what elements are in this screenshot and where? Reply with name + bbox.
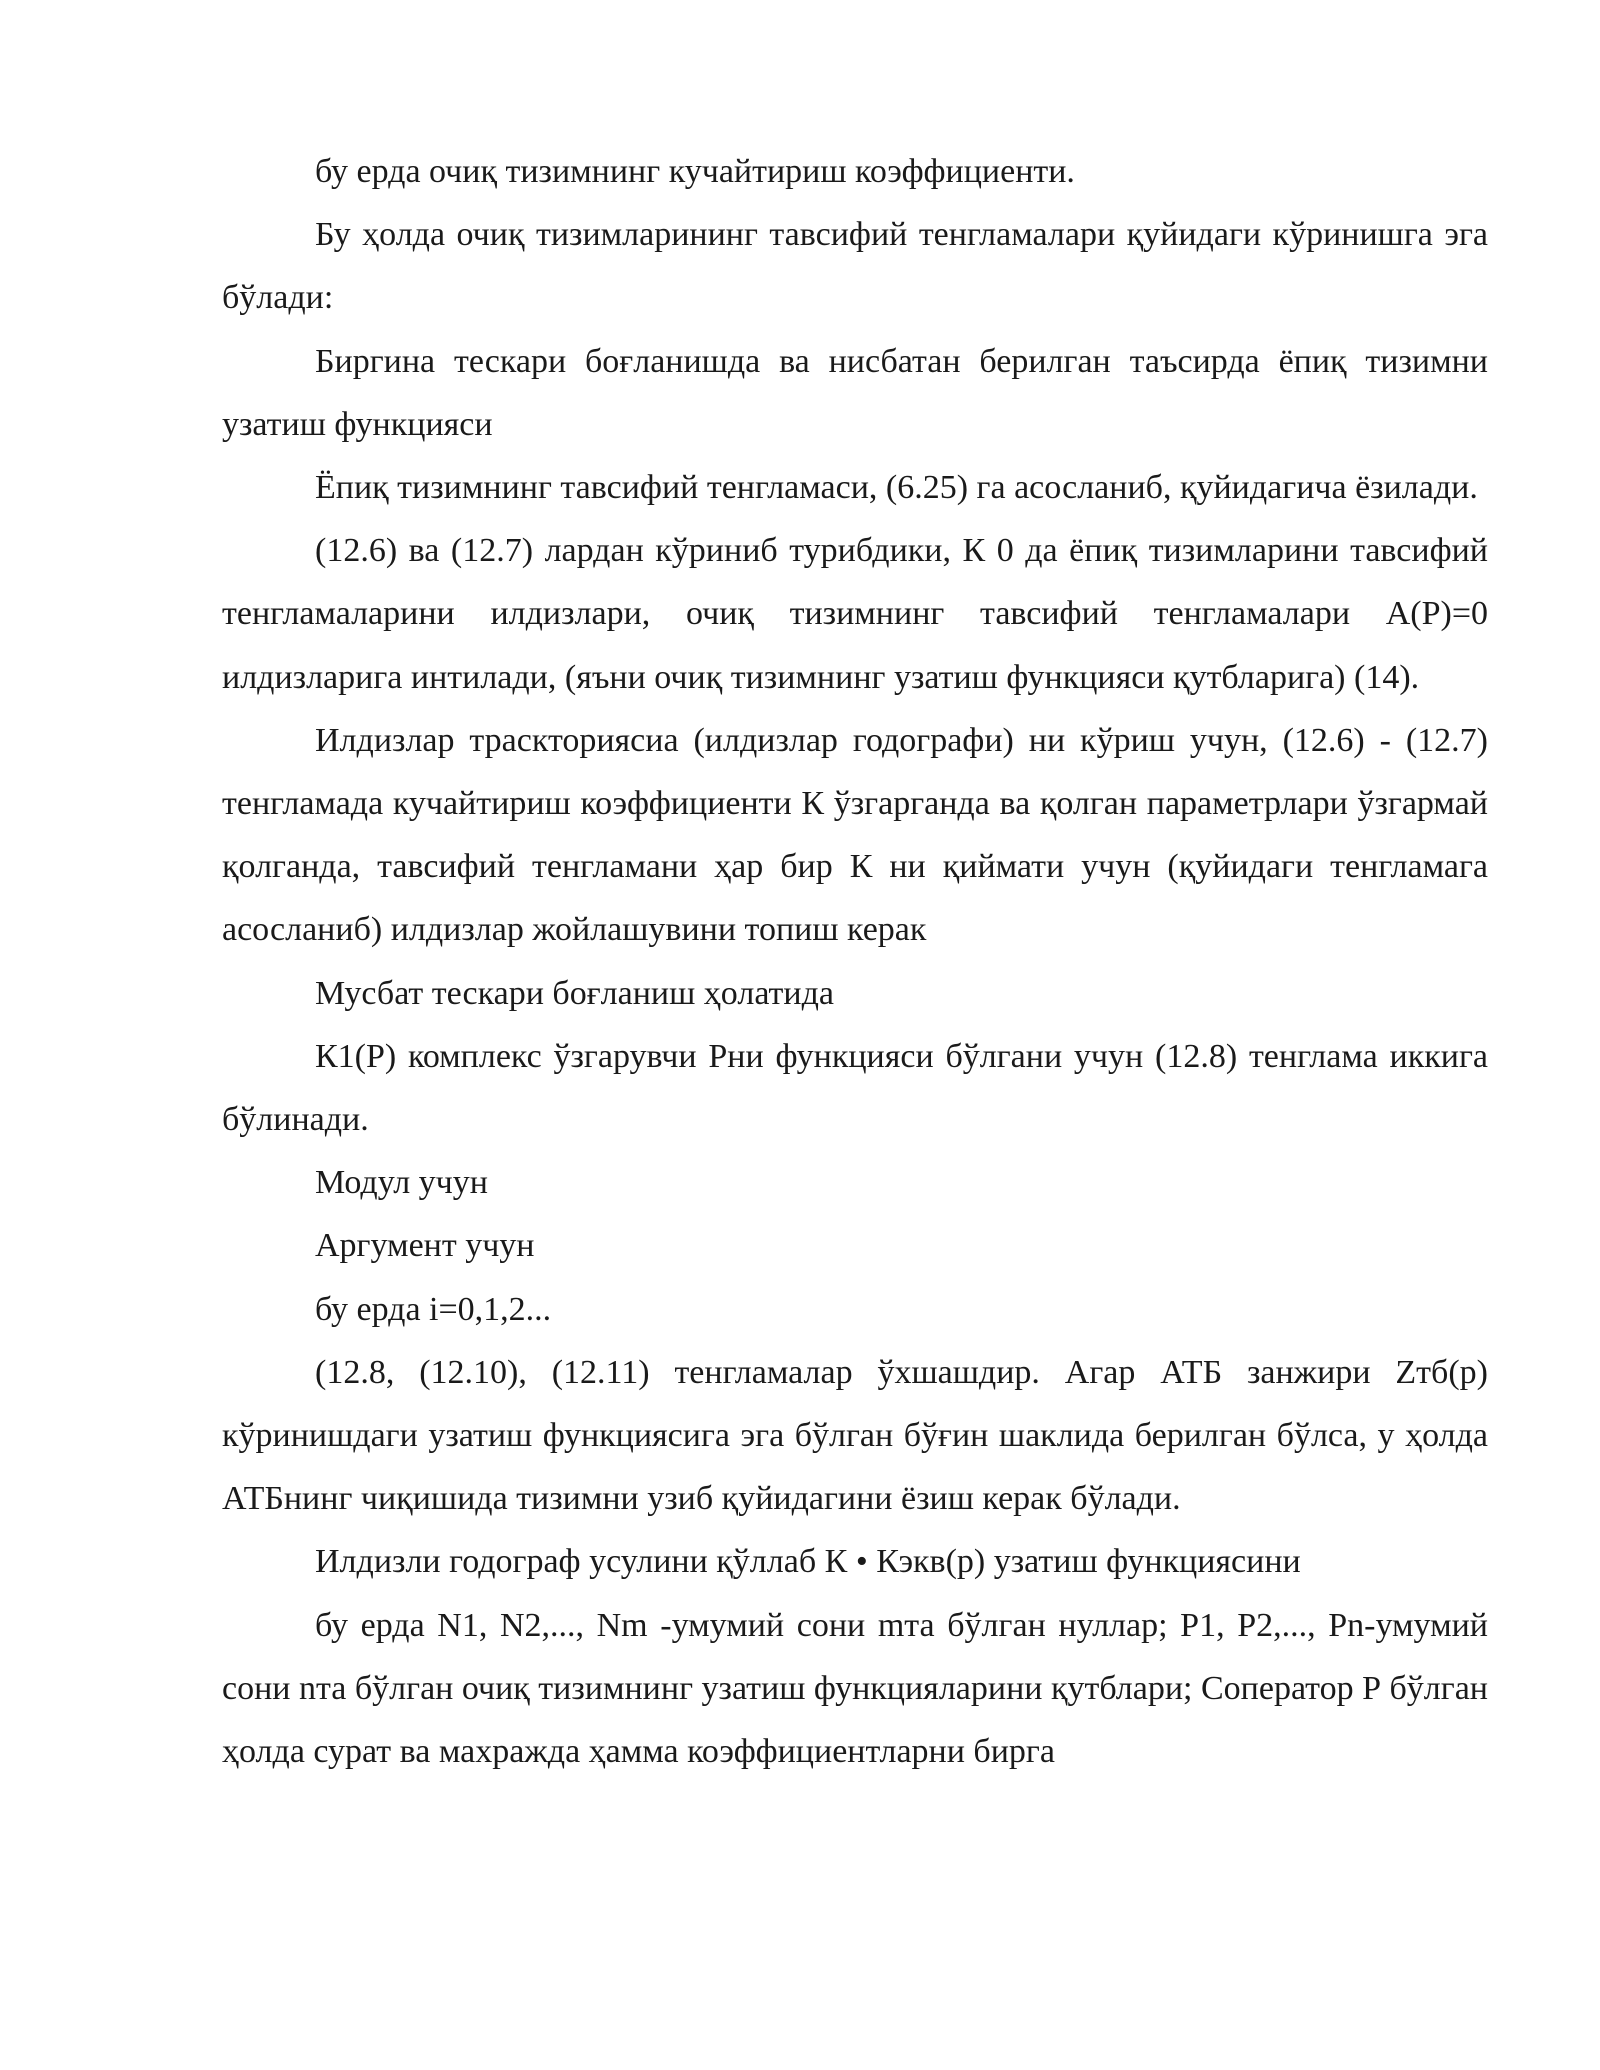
paragraph-2: Бу ҳолда очиқ тизимларининг тавсифий тенгламалари қуйидаги кўринишга эга бўлади:: [222, 216, 1488, 317]
paragraph-4: Ёпиқ тизимнинг тавсифий тенгламаси, (6.25) га асосланиб, қуйидагича ёзилади.: [315, 469, 1478, 507]
paragraph-9: Модул учун: [315, 1164, 488, 1202]
paragraph-3: Биргина тескари боғланишда ва нисбатан берилган таъсирда ёпиқ тизимни узатиш функцияси: [222, 342, 1488, 443]
paragraph-6: Илдизлар траскториясиа (илдизлар годографи) ни кўриш учун, (12.6) - (12.7) тенгламада кучайтириш коэффициенти К ўзгарганда ва қолган параметрлари ўзгармай қолганда, тавсифий тенгламани ҳар бир К ни қиймати учун (қуйидаги тенгламага асосланиб) илдизлар жойлашувини топиш керак: [222, 721, 1488, 949]
paragraph-12: (12.8, (12.10), (12.11) тенгламалар ўхшашдир. Агар АТБ занжири Zтб(р) кўринишдаги узатиш функциясига эга бўлган бўғин шаклида берилган бўлса, у ҳолда АТБнинг чиқишида тизимни узиб қуйидагини ёзиш керак бўлади.: [222, 1353, 1488, 1518]
paragraph-7: Мусбат тескари боғланиш ҳолатида: [315, 974, 834, 1012]
paragraph-13: Илдизли годограф усулини қўллаб К • Кэкв(р) узатиш функциясини: [315, 1543, 1301, 1581]
paragraph-5: (12.6) ва (12.7) лардан кўриниб турибдики, К 0 да ёпиқ тизимларини тавсифий тенгламаларини илдизлари, очиқ тизимнинг тавсифий тенгламалари А(Р)=0 илдизларига интилади, (яъни очиқ тизимнинг узатиш функцияси қутбларига) (14).: [222, 532, 1488, 696]
document-body: [222, 140, 1488, 1783]
paragraph-10: Аргумент учун: [315, 1227, 535, 1265]
paragraph-11: бу ерда i=0,1,2...: [315, 1290, 552, 1328]
paragraph-8: К1(Р) комплекс ўзгарувчи Рни функцияси бўлгани учун (12.8) тенглама иккига бўлинади.: [222, 1037, 1488, 1139]
paragraph-1: бу ерда очиқ тизимнинг кучайтириш коэффициенти.: [315, 153, 1075, 190]
paragraph-14: бу ерда N1, N2,..., Nm -умумий сони mта бўлган нуллар; P1, P2,..., Pn-умумий сони nта бўлган очиқ тизимнинг узатиш функцияларини қутблари; Соператор Р бўлган ҳолда сурат ва махражда ҳамма коэффициентларни бирга: [222, 1606, 1488, 1771]
